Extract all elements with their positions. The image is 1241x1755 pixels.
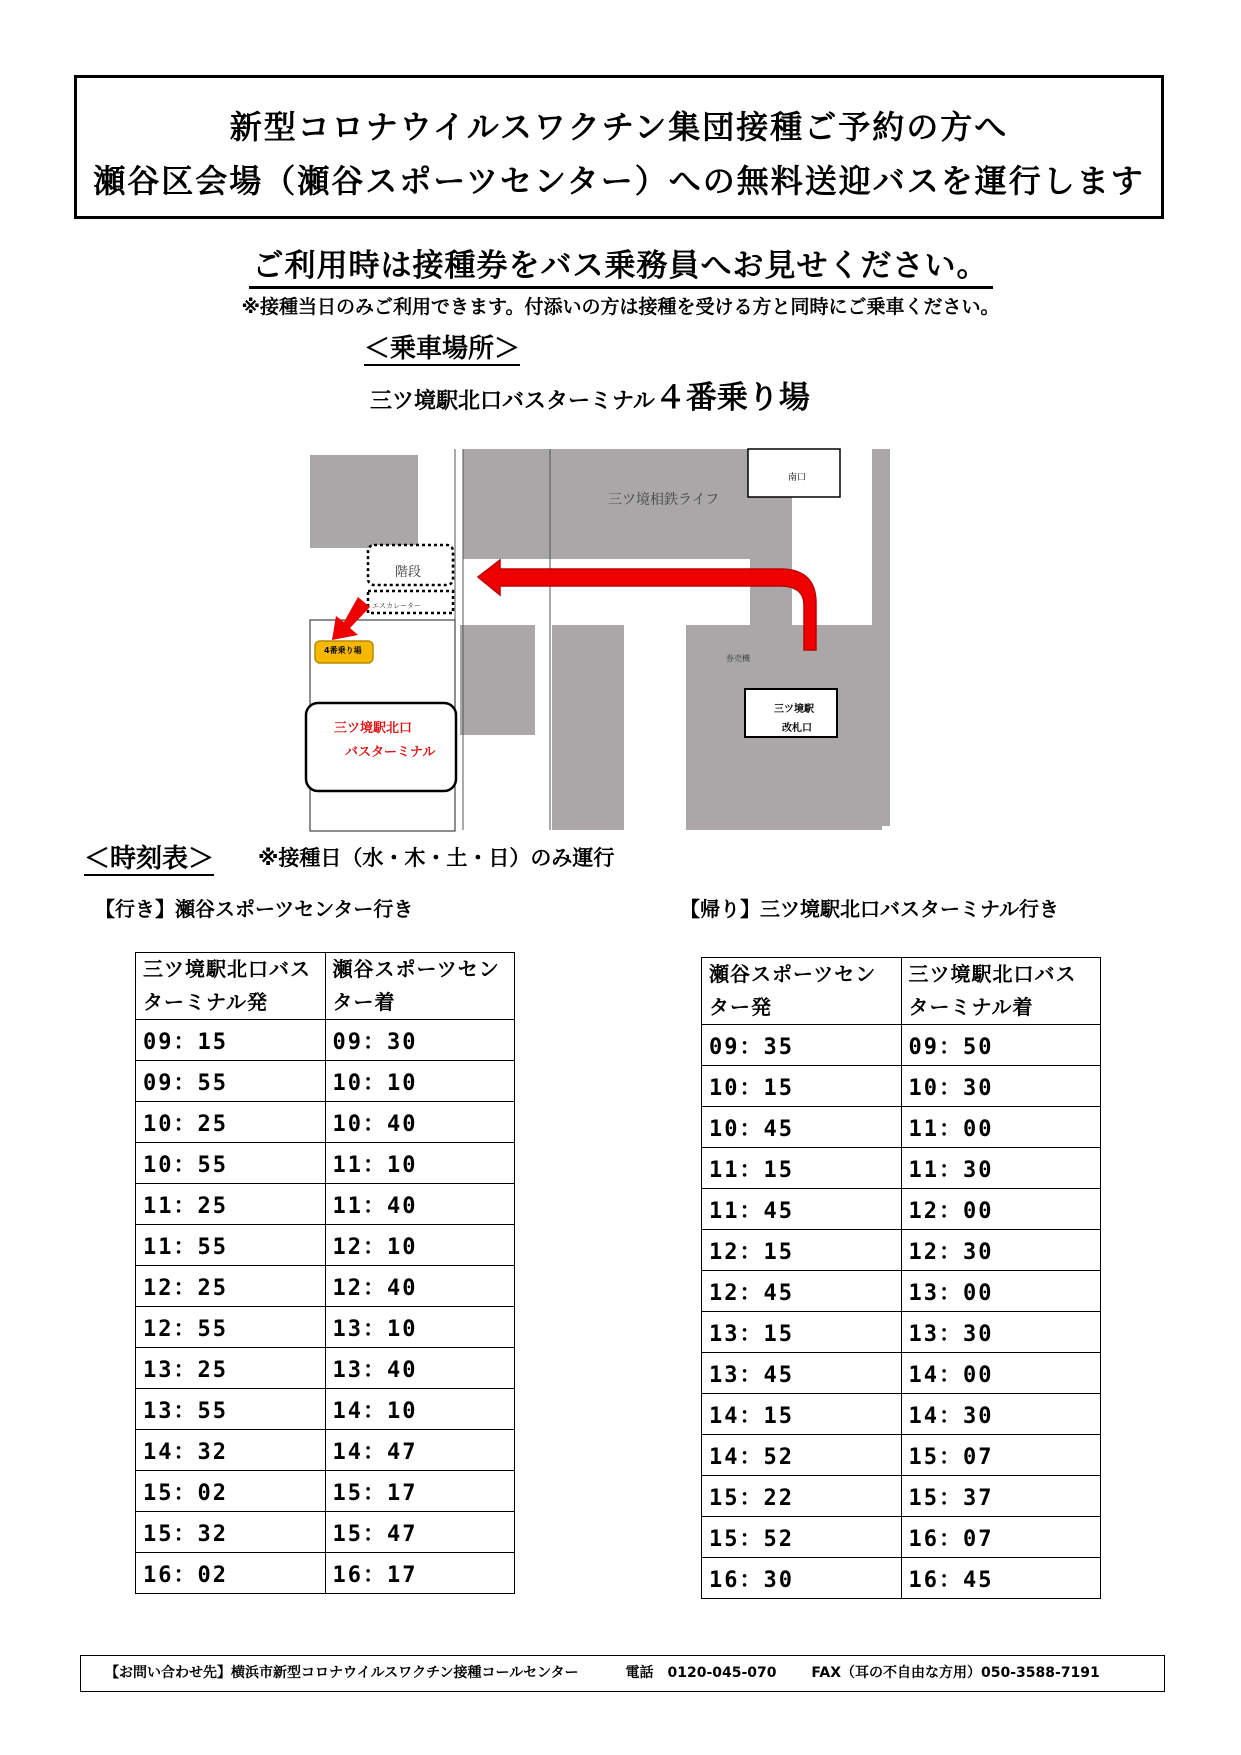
notice-main: ご利用時は接種券をバス乗務員へお見せください。 — [0, 240, 1241, 285]
arrival-time: 10：40 — [325, 1102, 515, 1143]
table-row — [702, 1435, 1101, 1476]
contact-label: 【お問い合わせ先】横浜市新型コロナウイルスワクチン接種コールセンター — [105, 1665, 579, 1681]
table-row — [136, 1061, 515, 1102]
table-row — [136, 1512, 515, 1553]
arrival-time: 16：07 — [901, 1517, 1101, 1558]
departure-time: 11：45 — [702, 1189, 902, 1230]
arrival-time: 10：10 — [325, 1061, 515, 1102]
boarding-label: ＜乗車場所＞ — [364, 334, 521, 364]
departure-time: 13：15 — [702, 1312, 902, 1353]
arrival-time: 09：30 — [325, 1020, 515, 1061]
departure-time: 12：55 — [136, 1307, 326, 1348]
departure-time: 11：55 — [136, 1225, 326, 1266]
title-box — [74, 75, 1164, 219]
outbound-col-departure: 三ツ境駅北口バス ターミナル発 — [136, 953, 326, 1020]
map-gate-line-2: 改札口 — [782, 723, 812, 734]
arrival-time: 15：37 — [901, 1476, 1101, 1517]
arrival-time: 10：30 — [901, 1066, 1101, 1107]
departure-time: 09：55 — [136, 1061, 326, 1102]
departure-time: 16：30 — [702, 1558, 902, 1599]
table-row — [136, 1471, 515, 1512]
outbound-timetable — [135, 952, 515, 1594]
departure-time: 11：15 — [702, 1148, 902, 1189]
map-escalator-label: エスカレーター — [372, 602, 421, 610]
table-row — [136, 1143, 515, 1184]
timetable-note: ※接種日（水・木・土・日）のみ運行 — [258, 846, 615, 870]
return-col-arrival: 三ツ境駅北口バス ターミナル着 — [901, 958, 1101, 1025]
table-row — [702, 1025, 1101, 1066]
arrival-time: 13：00 — [901, 1271, 1101, 1312]
table-row — [136, 1389, 515, 1430]
departure-time: 10：55 — [136, 1143, 326, 1184]
departure-time: 10：45 — [702, 1107, 902, 1148]
table-row — [136, 1225, 515, 1266]
map-building-life-label: 三ツ境相鉄ライフ — [608, 492, 720, 508]
departure-time: 15：02 — [136, 1471, 326, 1512]
map-building-mid — [552, 625, 624, 830]
map-stairs-label: 階段 — [395, 565, 422, 580]
table-row — [702, 1271, 1101, 1312]
table-row — [702, 1107, 1101, 1148]
arrival-time: 12：30 — [901, 1230, 1101, 1271]
arrival-time: 11：40 — [325, 1184, 515, 1225]
arrival-time: 11：10 — [325, 1143, 515, 1184]
table-row — [702, 1394, 1101, 1435]
arrival-time: 15：47 — [325, 1512, 515, 1553]
map-south-exit-label: 南口 — [788, 473, 807, 483]
arrival-time: 14：47 — [325, 1430, 515, 1471]
departure-time: 14：52 — [702, 1435, 902, 1476]
table-row — [136, 1102, 515, 1143]
contact-box — [80, 1655, 1165, 1692]
departure-time: 13：55 — [136, 1389, 326, 1430]
title-line-2: 瀬谷区会場（瀬谷スポーツセンター）への無料送迎バスを運行します — [93, 162, 1145, 200]
departure-time: 12：45 — [702, 1271, 902, 1312]
departure-time: 10：25 — [136, 1102, 326, 1143]
contact-fax: FAX（耳の不自由な方用）050-3588-7191 — [811, 1665, 1100, 1681]
departure-time: 10：15 — [702, 1066, 902, 1107]
map-terminal-line-2: バスターミナル — [345, 745, 436, 760]
timetable-label: ＜時刻表＞ — [84, 844, 215, 874]
arrival-time: 12：40 — [325, 1266, 515, 1307]
map-building-mid-left — [460, 625, 535, 735]
arrival-time: 16：17 — [325, 1553, 515, 1594]
departure-time: 13：45 — [702, 1353, 902, 1394]
map-building-nw — [310, 455, 418, 548]
table-row — [136, 1020, 515, 1061]
map-gate-line-1: 三ツ境駅 — [774, 704, 814, 715]
arrival-time: 12：00 — [901, 1189, 1101, 1230]
departure-time: 09：15 — [136, 1020, 326, 1061]
arrival-time: 11：30 — [901, 1148, 1101, 1189]
arrival-time: 14：00 — [901, 1353, 1101, 1394]
departure-time: 15：32 — [136, 1512, 326, 1553]
outbound-title: 【行き】瀬谷スポーツセンター行き — [95, 897, 414, 921]
table-row — [136, 1430, 515, 1471]
departure-time: 15：22 — [702, 1476, 902, 1517]
arrival-time: 12：10 — [325, 1225, 515, 1266]
table-row — [702, 1312, 1101, 1353]
arrival-time: 15：17 — [325, 1471, 515, 1512]
return-timetable — [701, 957, 1101, 1599]
table-row — [702, 1476, 1101, 1517]
departure-time: 12：25 — [136, 1266, 326, 1307]
departure-time: 14：15 — [702, 1394, 902, 1435]
departure-time: 09：35 — [702, 1025, 902, 1066]
arrival-time: 14：30 — [901, 1394, 1101, 1435]
table-row — [136, 1553, 515, 1594]
arrival-time: 13：40 — [325, 1348, 515, 1389]
table-row — [702, 1148, 1101, 1189]
departure-time: 13：25 — [136, 1348, 326, 1389]
departure-time: 14：32 — [136, 1430, 326, 1471]
table-row — [136, 1307, 515, 1348]
title-line-1: 新型コロナウイルスワクチン集団接種ご予約の方へ — [229, 108, 1009, 146]
table-row — [702, 1353, 1101, 1394]
map-platform-label: 4番乗り場 — [324, 646, 362, 655]
return-col-departure: 瀬谷スポーツセン ター発 — [702, 958, 902, 1025]
station-map — [300, 445, 900, 835]
map-ticket-machine-label: 券売機 — [726, 654, 750, 663]
table-row — [702, 1558, 1101, 1599]
arrival-time: 14：10 — [325, 1389, 515, 1430]
table-row — [702, 1189, 1101, 1230]
boarding-location: 三ツ境駅北口バスターミナル４番乗り場 — [370, 380, 810, 416]
table-row — [702, 1066, 1101, 1107]
arrival-time: 13：30 — [901, 1312, 1101, 1353]
arrival-time: 11：00 — [901, 1107, 1101, 1148]
map-terminal-line-1: 三ツ境駅北口 — [334, 721, 413, 736]
departure-time: 11：25 — [136, 1184, 326, 1225]
table-row — [702, 1517, 1101, 1558]
table-row — [136, 1266, 515, 1307]
table-row — [702, 1230, 1101, 1271]
table-row — [136, 1184, 515, 1225]
arrival-time: 09：50 — [901, 1025, 1101, 1066]
table-row — [136, 1348, 515, 1389]
notice-sub: ※接種当日のみご利用できます。付添いの方は接種を受ける方と同時にご乗車ください。 — [241, 296, 1000, 318]
return-title: 【帰り】三ツ境駅北口バスターミナル行き — [680, 897, 1059, 921]
arrival-time: 15：07 — [901, 1435, 1101, 1476]
contact-phone: 電話 0120-045-070 — [625, 1665, 777, 1681]
arrival-time: 16：45 — [901, 1558, 1101, 1599]
departure-time: 12：15 — [702, 1230, 902, 1271]
departure-time: 16：02 — [136, 1553, 326, 1594]
arrival-time: 13：10 — [325, 1307, 515, 1348]
outbound-col-arrival: 瀬谷スポーツセン ター着 — [325, 953, 515, 1020]
departure-time: 15：52 — [702, 1517, 902, 1558]
